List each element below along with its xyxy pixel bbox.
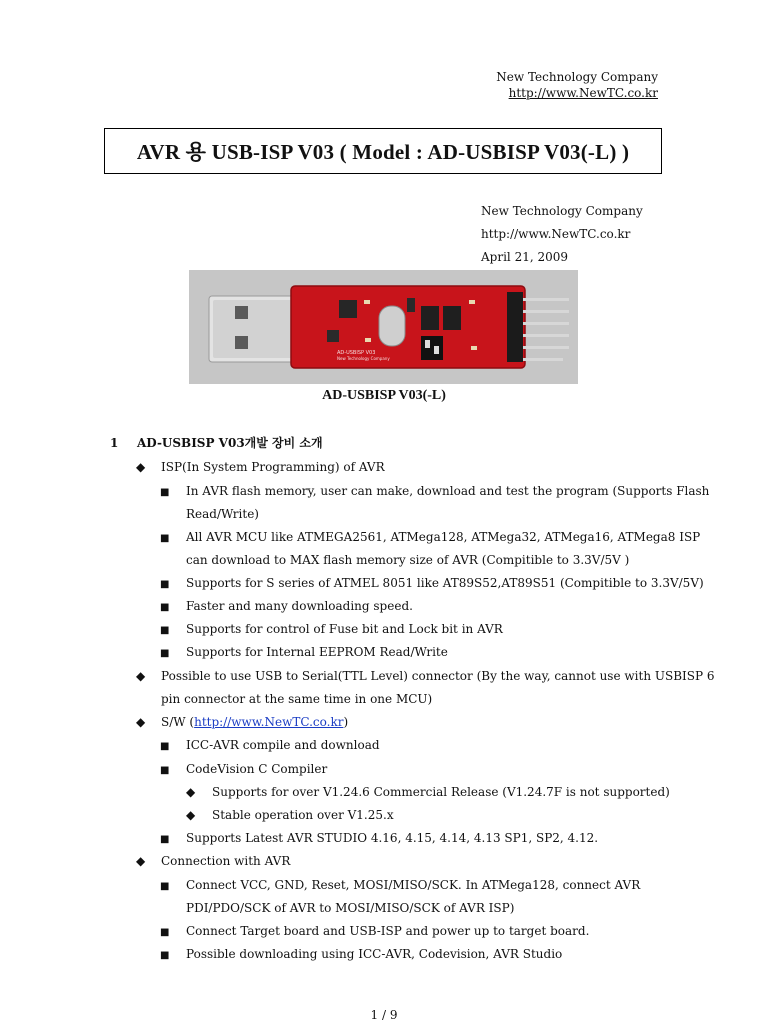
- meta-url[interactable]: http://www.NewTC.co.kr: [481, 227, 631, 241]
- square-bullet-icon: ■: [160, 533, 170, 544]
- diamond-bullet-icon: ◆: [136, 460, 146, 474]
- board-label: AD-USBISP V03: [337, 350, 376, 356]
- list-item: ■ All AVR MCU like ATMEGA2561, ATMega128, ATMega32, ATMega16, ATMega8 ISP: [160, 530, 701, 544]
- list-item: ■ Faster and many downloading speed.: [160, 599, 413, 613]
- square-bullet-icon: ■: [160, 950, 170, 961]
- list-item: ◆ Supports for over V1.24.6 Commercial Release (V1.24.7F is not supported): [186, 785, 670, 799]
- square-bullet-icon: ■: [160, 487, 170, 498]
- list-item: ◆ Possible to use USB to Serial(TTL Level) connector (By the way, cannot use with USBISP 6: [136, 669, 715, 683]
- diamond-bullet-icon: ◆: [186, 808, 196, 822]
- square-bullet-icon: ■: [160, 741, 170, 752]
- square-bullet-icon: ■: [160, 765, 170, 776]
- diamond-bullet-icon: ◆: [136, 854, 146, 868]
- square-bullet-icon: ■: [160, 602, 170, 613]
- list-item-continuation: pin connector at the same time in one MCU): [161, 692, 433, 706]
- diamond-bullet-icon: ◆: [136, 715, 146, 729]
- list-item-continuation: can download to MAX flash memory size of AVR (Compitible to 3.3V/5V ): [186, 553, 630, 567]
- section-title: AD-USBISP V03개발 장비 소개: [137, 436, 323, 450]
- square-bullet-icon: ■: [160, 579, 170, 590]
- list-item: ■ Supports Latest AVR STUDIO 4.16, 4.15, 4.14, 4.13 SP1, SP2, 4.12.: [160, 831, 599, 845]
- list-item: ■ Connect VCC, GND, Reset, MOSI/MISO/SCK. In ATMega128, connect AVR: [160, 878, 641, 892]
- diamond-bullet-icon: ◆: [186, 785, 196, 799]
- list-item: ■ CodeVision C Compiler: [160, 762, 328, 776]
- product-photo: [189, 270, 578, 384]
- list-item-continuation: Read/Write): [186, 507, 259, 521]
- square-bullet-icon: ■: [160, 648, 170, 659]
- square-bullet-icon: ■: [160, 625, 170, 636]
- section-heading: [110, 434, 323, 451]
- list-item: ■ Supports for control of Fuse bit and Lock bit in AVR: [160, 622, 503, 636]
- list-item: ■ Supports for S series of ATMEL 8051 like AT89S52,AT89S51 (Compitible to 3.3V/5V): [160, 576, 704, 590]
- header-url[interactable]: http://www.NewTC.co.kr: [508, 86, 658, 100]
- list-item: ◆ Connection with AVR: [136, 854, 291, 868]
- meta-company: New Technology Company: [481, 204, 643, 218]
- list-item: ■ ICC-AVR compile and download: [160, 738, 380, 752]
- meta-date: April 21, 2009: [481, 250, 569, 264]
- sw-link[interactable]: http://www.NewTC.co.kr: [194, 715, 344, 729]
- square-bullet-icon: ■: [160, 927, 170, 938]
- square-bullet-icon: ■: [160, 834, 170, 845]
- list-item: ■ Supports for Internal EEPROM Read/Write: [160, 645, 448, 659]
- list-item: ◆ S/W (http://www.NewTC.co.kr): [136, 715, 349, 729]
- board-brand: New Technology Company: [337, 356, 390, 361]
- list-item: ◆ Stable operation over V1.25.x: [186, 808, 394, 822]
- list-item: ■ Connect Target board and USB-ISP and power up to target board.: [160, 924, 590, 938]
- pcb-board: [291, 286, 525, 368]
- diamond-bullet-icon: ◆: [136, 669, 146, 683]
- square-bullet-icon: ■: [160, 881, 170, 892]
- list-item-continuation: PDI/PDO/SCK of AVR to MOSI/MISO/SCK of AVR ISP): [186, 901, 515, 915]
- header-block: [496, 69, 658, 101]
- list-item: ■ Possible downloading using ICC-AVR, Codevision, AVR Studio: [160, 947, 563, 961]
- list-item: ◆ ISP(In System Programming) of AVR: [136, 460, 385, 474]
- list-item: ■ In AVR flash memory, user can make, download and test the program (Supports Flash: [160, 484, 710, 498]
- section-number: 1: [110, 436, 119, 450]
- photo-caption: AD-USBISP V03(-L): [322, 388, 446, 403]
- header-company: New Technology Company: [496, 70, 658, 84]
- document-title: AVR 용 USB-ISP V03 ( Model : AD-USBISP V03(-L) ): [104, 128, 662, 174]
- page-number: 1 / 9: [370, 1008, 398, 1022]
